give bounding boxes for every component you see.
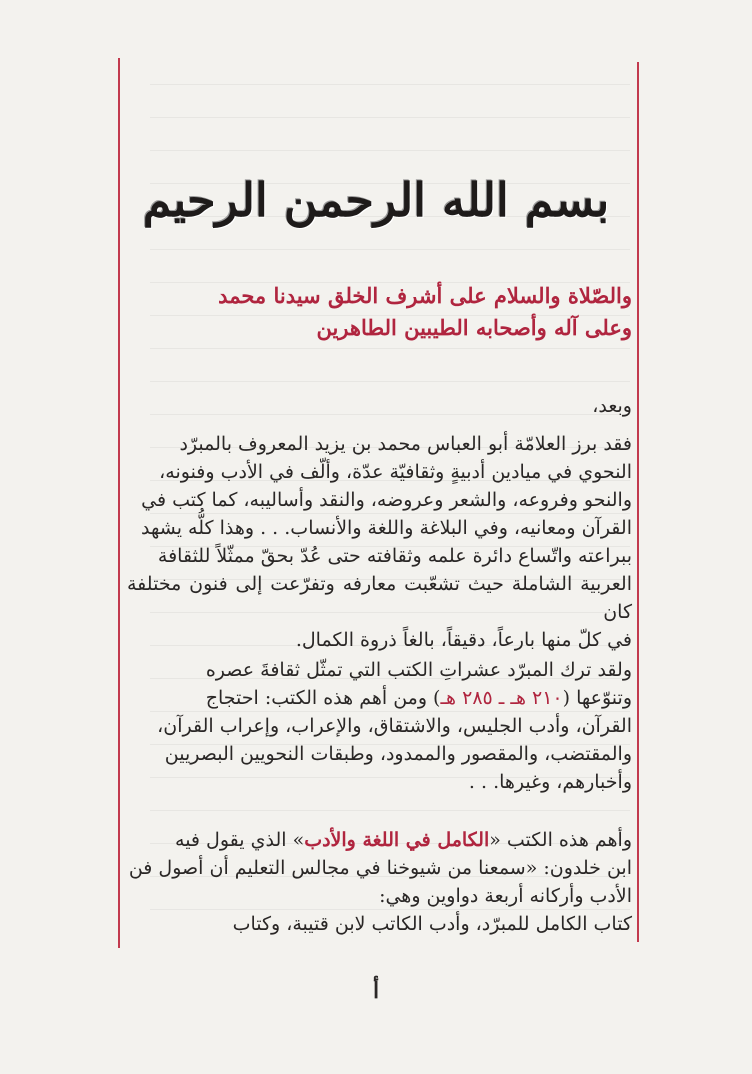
book-title: الكامل في اللغة والأدب bbox=[304, 829, 490, 851]
paragraph-3: وأهم هذه الكتب «الكامل في اللغة والأدب» الذي يقول فيه ابن خلدون: «سمعنا من شيوخنا في مجالس التعليم أن أصول فن الأدب وأركانه أربعة دواوين وهي: كتاب الكامل للمبرّد، وأدب الكاتب لابن قتيبة، وكتاب bbox=[128, 829, 632, 935]
years-range: ٢١٠ هـ ـ ٢٨٥ هـ bbox=[440, 687, 563, 709]
salutation-line-2: وعلى آله وأصحابه الطيبين الطاهرين bbox=[316, 315, 632, 340]
basmala-calligraphy: بسم الله الرحمن الرحيم bbox=[142, 173, 610, 227]
wa-baad: وبعد، bbox=[592, 395, 632, 417]
paragraph-2: ولقد ترك المبرّد عشراتِ الكتب التي تمثّل ثقافةَ عصره وتنوّعها (٢١٠ هـ ـ ٢٨٥ هـ) ومن أهم هذه الكتب: احتجاج القرآن، وأدب الجليس، والاشتقاق، والإعراب، وإعراب القرآن، والمقتضب، والمقصور والممدود، وطبقات النحويين البصريين وأخبارهم، وغيرها. . . bbox=[157, 659, 632, 793]
page-number: أ bbox=[372, 978, 380, 1004]
salutation-line-1: والصّلاة والسلام على أشرف الخلق سيدنا محمد bbox=[218, 283, 632, 308]
paragraph-1: فقد برز العلامّة أبو العباس محمد بن يزيد المعروف بالمبرّد النحوي في ميادين أدبيةٍ وثقافيّة عدّة، وألّف في الأدب وفنونه، والنحو وفروعه، والشعر وعروضه، والنقد وأساليبه، كما كتب في القرآن ومعانيه، وفي البلاغة واللغة والأنساب. . . وهذا كلُّه يشهد ببراعته واتّساع دائرة علمه وثقافته حتى عُدّ بحقّ ممثّلاً للثقافة العربية الشاملة حيث تشعّبت معارفه وتفرّعت إلى فنون مختلفة كان في كلّ منها بارعاً، دقيقاً، بالغاً ذروة الكمال. bbox=[127, 433, 632, 651]
